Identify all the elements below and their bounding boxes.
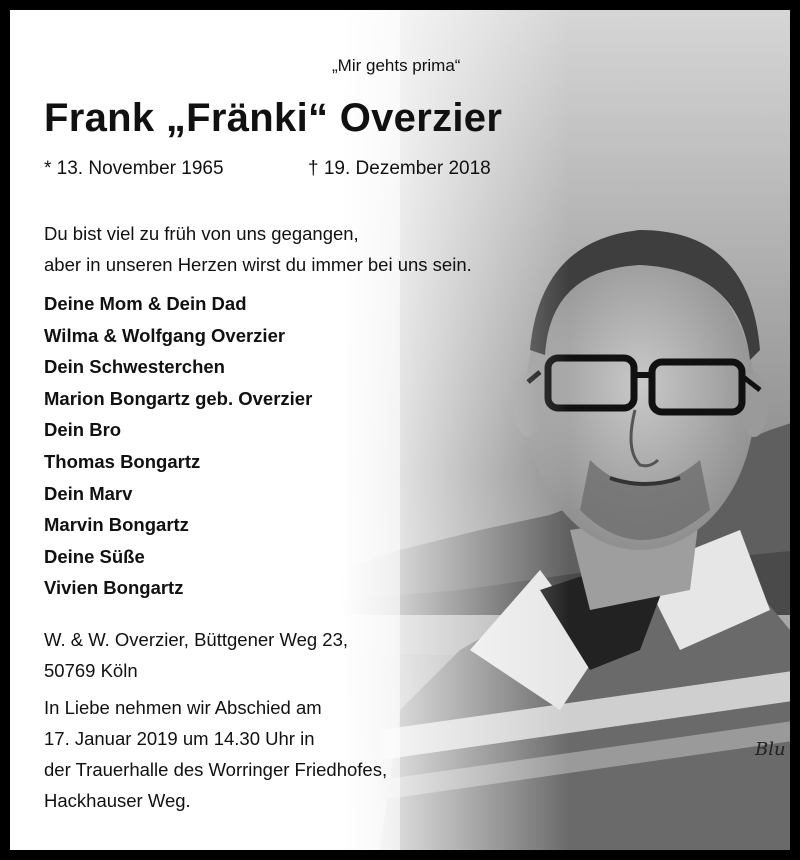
death-date: † 19. Dezember 2018 [308,158,491,179]
funeral-details [44,692,387,816]
funeral-line: In Liebe nehmen wir Abschied am [44,697,322,718]
funeral-line: der Trauerhalle des Worringer Friedhofes, [44,759,388,780]
family-line: Wilma & Wolfgang Overzier [44,324,286,346]
farewell-message [44,218,472,280]
message-line: aber in unseren Herzen wirst du immer bei uns sein. [44,254,472,275]
family-line: Deine Mom & Dein Dad [44,293,247,314]
message-line: Du bist viel zu früh von uns gegangen, [44,223,359,244]
birth-date: * 13. November 1965 [44,158,224,179]
family-line: Vivien Bongartz [44,577,184,599]
deceased-name: Frank „Fränki“ Overzier [44,96,503,140]
family-line: Dein Marv [44,482,133,504]
family-line: Deine Süße [44,545,145,567]
funeral-line: 17. Januar 2019 um 14.30 Uhr in [44,728,315,749]
mourning-address [44,624,348,686]
address-line: W. & W. Overzier, Büttgener Weg 23, [44,629,349,650]
address-line: 50769 Köln [44,660,138,681]
family-line: Marvin Bongartz [44,514,189,536]
family-line: Marion Bongartz geb. Overzier [44,387,313,409]
family-line: Dein Schwesterchen [44,356,225,378]
motto: „Mir gehts prima“ [332,56,461,75]
family-list [44,288,312,604]
funeral-line: Hackhauser Weg. [44,790,191,811]
family-line: Thomas Bongartz [44,450,201,472]
family-line: Dein Bro [44,419,122,441]
